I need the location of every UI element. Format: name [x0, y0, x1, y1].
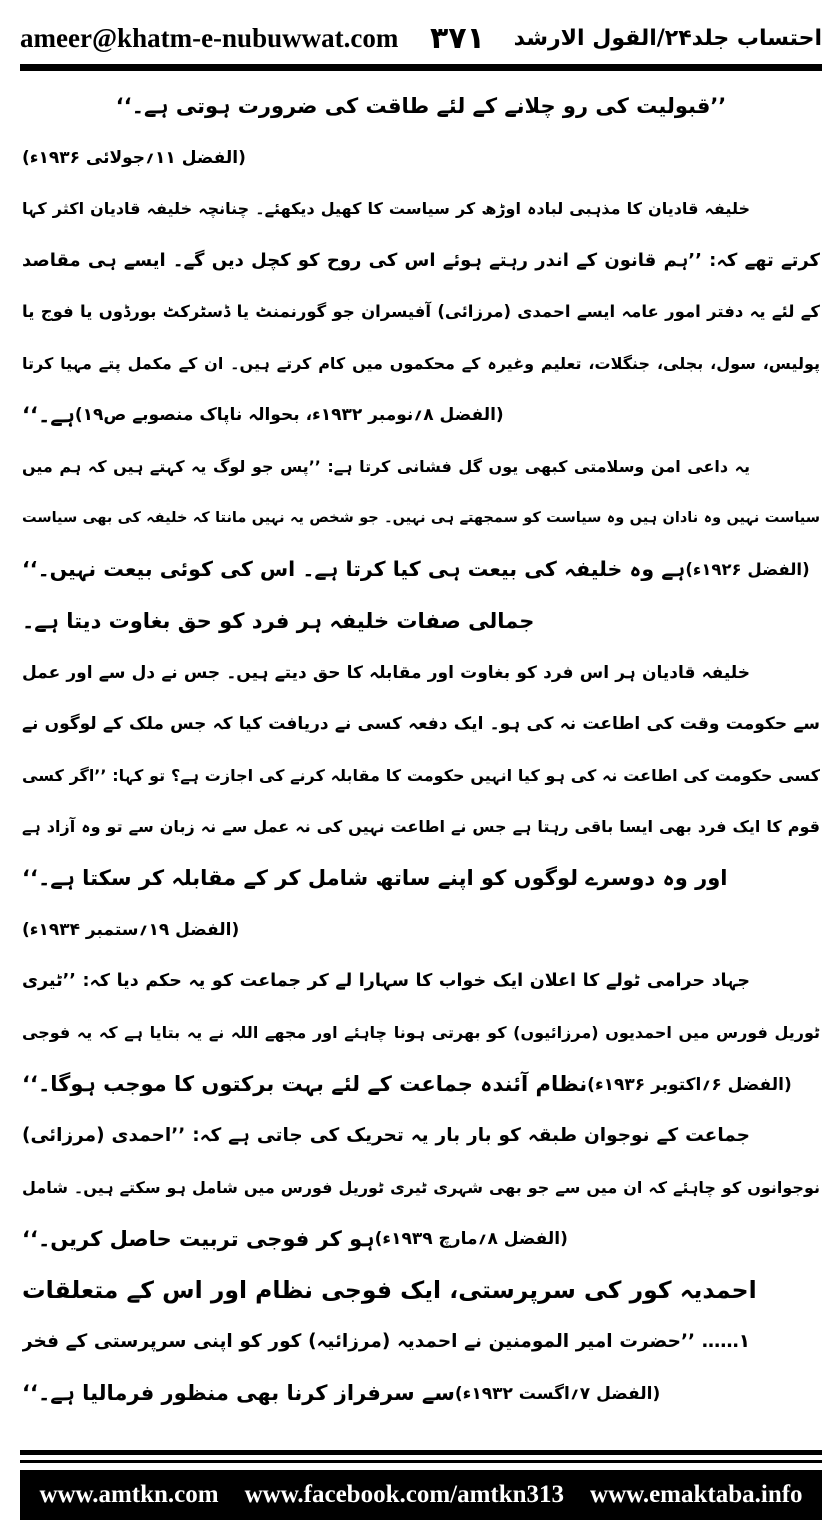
line-text: قوم کا ایک فرد بھی ایسا باقی رہتا ہے جس نے اطاعت نہیں کی نہ عمل سے نہ زبان سے تو وہ آزاد ہے — [22, 817, 820, 837]
text-line — [22, 492, 820, 544]
footer-divider-thin — [20, 1460, 822, 1463]
line-text: کسی حکومت کی اطاعت نہ کی ہو کیا انہیں حکومت کا مقابلہ کرنے کی اجازت ہے؟ تو کہا: ’’اگر کسی — [22, 765, 820, 785]
text-line — [22, 1213, 820, 1265]
page-footer — [20, 1470, 822, 1520]
line-text: پولیس، سول، بجلی، جنگلات، تعلیم وغیرہ کے محکموں میں کام کرتے ہیں۔ ان کے مکمل پتے مہیا کرتا — [22, 353, 820, 373]
text-line — [22, 544, 820, 596]
page-header — [20, 14, 822, 62]
footer-link[interactable]: www.facebook.com/amtkn313 — [244, 1481, 565, 1508]
text-line — [22, 1007, 820, 1059]
line-text: یہ داعی امن وسلامتی کبھی یوں گل فشانی کرتا ہے: ’’پس جو لوگ یہ کہتے ہیں کہ ہم میں — [22, 456, 750, 476]
text-line — [22, 132, 820, 184]
line-text: ہے وہ خلیفہ کی بیعت ہی کیا کرتا ہے۔ اس کی کوئی بیعت نہیں۔‘‘ — [22, 557, 686, 582]
text-line — [22, 1162, 820, 1214]
line-text: خلیفہ قادیان کا مذہبی لبادہ اوڑھ کر سیاست کا کھیل دیکھئے۔ چنانچہ خلیفہ قادیان اکثر کہا — [22, 199, 750, 219]
line-text: ۱…… ’’حضرت امیر المومنین نے احمدیہ (مرزائیہ) کور کو اپنی سرپرستی کے فخر — [22, 1331, 750, 1353]
line-text: ٹوریل فورس میں احمدیوں (مرزائیوں) کو بھرتی ہونا چاہئے اور مجھے اللہ نے یہ بتایا ہے کہ یہ فوجی — [22, 1023, 820, 1043]
text-line — [22, 956, 820, 1008]
citation: (الفضل ۸؍نومبر ۱۹۳۲ء، بحوالہ ناپاک منصوبے ص۱۹) — [74, 405, 504, 426]
citation: (الفضل ۱۹؍ستمبر ۱۹۳۴ء) — [22, 920, 240, 941]
line-text: اور وہ دوسرے لوگوں کو اپنے ساتھ شامل کر کے مقابلہ کر سکتا ہے۔‘‘ — [22, 866, 728, 891]
footer-link[interactable]: www.emaktaba.info — [590, 1481, 803, 1508]
text-line — [22, 801, 820, 853]
line-text: ہو کر فوجی تربیت حاصل کریں۔‘‘ — [22, 1226, 375, 1251]
text-line — [22, 853, 820, 905]
line-text: سے سرفراز کرنا بھی منظور فرمالیا ہے۔‘‘ — [22, 1381, 455, 1406]
line-text: کے لئے یہ دفتر امور عامہ ایسے احمدی (مرزائی) آفیسران جو گورنمنٹ یا ڈسٹرکٹ بورڈوں یا فوج یا — [22, 302, 820, 322]
header-divider — [20, 64, 822, 71]
text-line — [22, 1316, 820, 1368]
text-line — [22, 1368, 820, 1420]
text-line — [22, 235, 820, 287]
text-line — [22, 389, 820, 441]
line-text: خلیفہ قادیان ہر اس فرد کو بغاوت اور مقابلہ کا حق دیتے ہیں۔ جس نے دل سے اور عمل — [22, 662, 750, 683]
citation: (الفضل ۷؍اگست ۱۹۳۲ء) — [454, 1383, 661, 1404]
line-text: جہاد حرامی ٹولے کا اعلان ایک خواب کا سہارا لے کر جماعت کو یہ حکم دیا کہ: ’’ٹیری — [22, 971, 750, 992]
text-line — [22, 647, 820, 699]
line-text: ہے۔‘‘ — [22, 402, 75, 427]
citation: (الفضل ۱۱؍جولائی ۱۹۳۶ء) — [22, 147, 246, 168]
text-line — [22, 750, 820, 802]
line-text: ’’قبولیت کی رو چلانے کے لئے طاقت کی ضرورت ہوتی ہے۔‘‘ — [115, 93, 727, 118]
line-text: نظام آئندہ جماعت کے لئے بہت برکتوں کا موجب ہوگا۔‘‘ — [22, 1072, 588, 1097]
footer-divider — [20, 1450, 822, 1455]
text-line — [22, 904, 820, 956]
book-title: احتساب جلد۲۴/القول الارشد — [513, 25, 822, 51]
line-text: جماعت کے نوجوان طبقہ کو بار بار یہ تحریک کی جاتی ہے کہ: ’’احمدی (مرزائی) — [22, 1125, 750, 1147]
line-text: سے حکومت وقت کی اطاعت نہ کی ہو۔ ایک دفعہ کسی نے دریافت کیا کہ جس ملک کے لوگوں نے — [22, 714, 820, 735]
citation: (الفضل ۶؍اکتوبر ۱۹۳۶ء) — [587, 1074, 792, 1095]
section-heading: احمدیہ کور کی سرپرستی، ایک فوجی نظام اور اس کے متعلقات — [22, 1276, 757, 1305]
citation: (الفضل ۸؍مارچ ۱۹۳۹ء) — [374, 1229, 568, 1250]
text-line — [22, 183, 820, 235]
text-line — [22, 595, 820, 647]
text-line — [22, 698, 820, 750]
text-line — [22, 286, 820, 338]
line-text: نوجوانوں کو چاہئے کہ ان میں سے جو بھی شہری ٹیری ٹوریل فورس میں شامل ہو سکتے ہیں۔ شامل — [22, 1177, 820, 1197]
page-number: ۳۷۱ — [430, 20, 485, 56]
text-line — [22, 1059, 820, 1111]
citation: (الفضل ۱۹۲۶ء) — [685, 559, 810, 579]
line-text: کرتے تھے کہ: ’’ہم قانون کے اندر رہتے ہوئے اس کی روح کو کچل دیں گے۔ ایسے ہی مقاصد — [22, 249, 820, 271]
text-line — [22, 441, 820, 493]
line-text: جمالی صفات خلیفہ ہر فرد کو حق بغاوت دیتا ہے۔ — [22, 608, 535, 633]
footer-link[interactable]: www.amtkn.com — [39, 1481, 219, 1508]
text-line — [22, 80, 820, 132]
header-email: ameer@khatm-e-nubuwwat.com — [20, 22, 399, 53]
section-heading-row — [22, 1265, 820, 1317]
line-text: سیاست نہیں وہ نادان ہیں وہ سیاست کو سمجھتے ہی نہیں۔ جو شخص یہ نہیں مانتا کہ خلیفہ کی بھی سیاست — [22, 509, 820, 526]
text-line — [22, 1110, 820, 1162]
text-line — [22, 338, 820, 390]
page-body — [22, 80, 820, 1419]
